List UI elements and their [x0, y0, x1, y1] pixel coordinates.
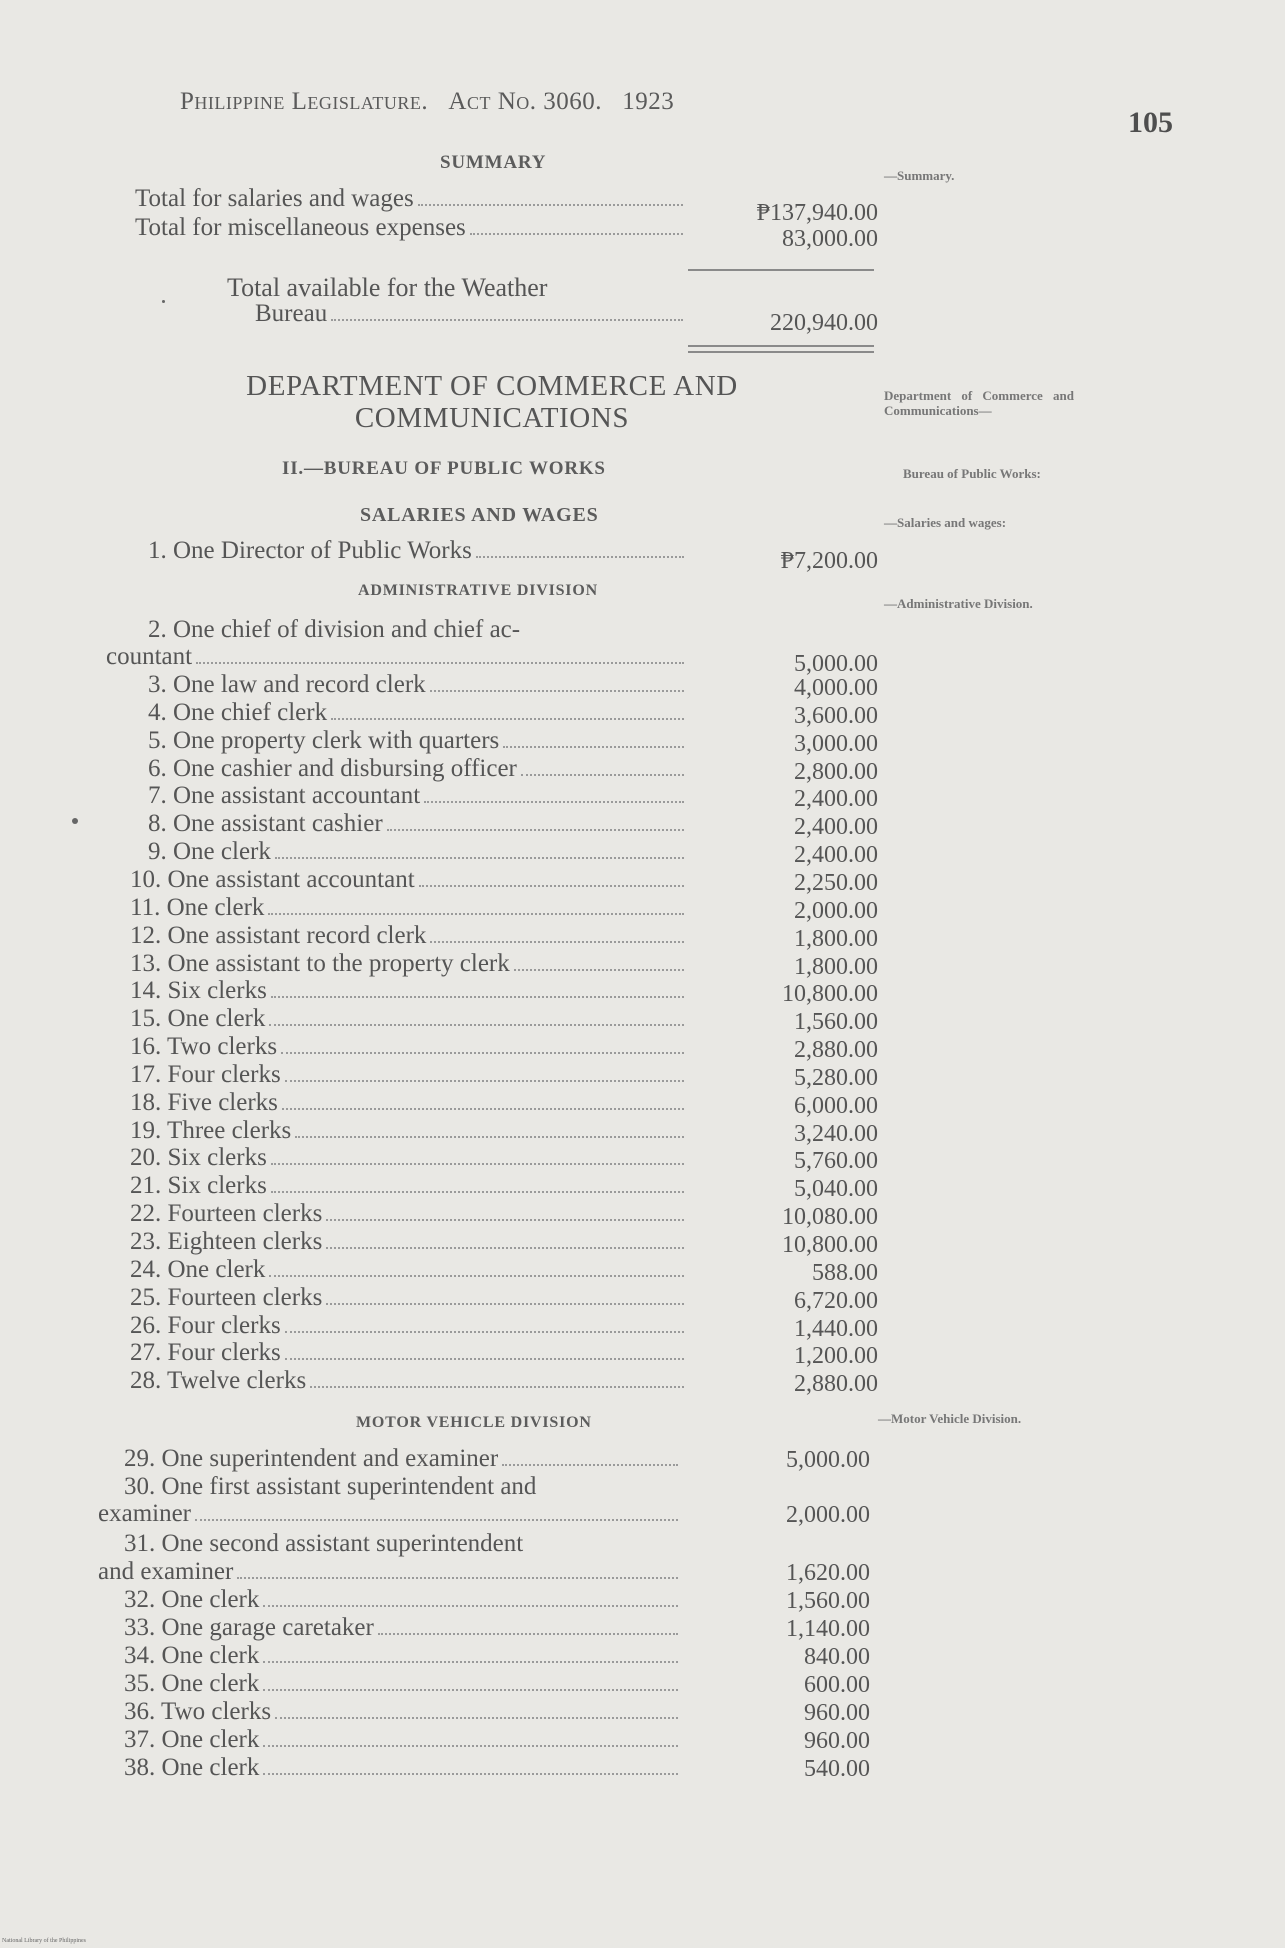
- list-item-label: 21. Six clerks: [130, 1172, 267, 1200]
- list-item: [130, 1172, 688, 1200]
- leader-dots: [285, 1331, 684, 1333]
- list-item: [130, 1312, 688, 1340]
- list-item: [98, 1500, 682, 1528]
- leader-dots: [271, 1163, 684, 1165]
- list-item-amount: 588.00: [812, 1259, 878, 1286]
- list-item-amount: 1,560.00: [786, 1588, 870, 1614]
- list-item-label: 24. One clerk: [130, 1255, 266, 1283]
- leader-dots: [195, 1519, 678, 1521]
- list-item-amount: 1,200.00: [794, 1343, 878, 1370]
- list-item-label: 14. Six clerks: [130, 977, 267, 1005]
- list-item-label: 22. Fourteen clerks: [130, 1200, 323, 1228]
- leader-dots: [326, 1219, 684, 1221]
- leader-dots: [310, 1386, 684, 1388]
- list-item-amount: 840.00: [804, 1644, 870, 1670]
- list-item: [148, 782, 688, 810]
- page-number: 105: [1128, 106, 1173, 139]
- list-item-amount: 2,000.00: [794, 897, 878, 924]
- list-item-label: 36. Two clerks: [124, 1698, 272, 1725]
- list-item-amount: 10,800.00: [782, 1232, 878, 1258]
- list-item: [130, 1367, 688, 1395]
- list-item-amount: 10,080.00: [782, 1204, 878, 1231]
- department-title-line2: COMMUNICATIONS: [354, 402, 630, 434]
- admin-division-heading: ADMINISTRATIVE DIVISION: [358, 582, 598, 599]
- list-item-amount: 2,800.00: [794, 758, 878, 785]
- list-item: [130, 1033, 688, 1061]
- list-item-label: 16. Two clerks: [130, 1033, 278, 1061]
- list-item-amount: 1,560.00: [794, 1009, 878, 1036]
- list-item-label: 33. One garage caretaker: [124, 1614, 374, 1641]
- list-item: [124, 1698, 682, 1726]
- salaries-heading: SALARIES AND WAGES: [360, 504, 599, 526]
- leader-dots: [263, 1773, 678, 1775]
- list-item-label: 6. One cashier and disbursing officer: [148, 754, 517, 782]
- leader-dots: [470, 233, 683, 235]
- list-item: [130, 894, 688, 922]
- list-item-label: 25. Fourteen clerks: [130, 1283, 323, 1311]
- leader-dots: [326, 1247, 684, 1249]
- summary-total-label-1: Total available for the Weather: [227, 273, 548, 302]
- motor-item-31-line1: [124, 1530, 682, 1558]
- list-item-label: 37. One clerk: [124, 1726, 260, 1753]
- speck: [72, 818, 78, 824]
- leader-dots: [281, 1052, 684, 1054]
- list-item-label: 9. One clerk: [148, 838, 271, 866]
- double-rule-bottom: [688, 351, 874, 353]
- margin-note-admin: —Administrative Division.: [884, 596, 1033, 611]
- list-item-label: 4. One chief clerk: [148, 698, 328, 726]
- list-item-amount: 5,000.00: [786, 1447, 870, 1473]
- list-item: [130, 1061, 688, 1089]
- double-rule-top: [688, 345, 874, 347]
- director-row: [148, 537, 688, 565]
- summary-misc-amount: 83,000.00: [782, 226, 878, 252]
- list-item-label: 3. One law and record clerk: [148, 671, 426, 698]
- list-item: [130, 977, 688, 1005]
- director-label: 1. One Director of Public Works: [148, 537, 472, 564]
- leader-dots: [271, 1191, 684, 1193]
- running-head-legislature: Philippine Legislature.: [180, 88, 429, 115]
- list-item: [130, 1256, 688, 1284]
- leader-dots: [285, 1358, 684, 1360]
- leader-dots: [263, 1605, 678, 1607]
- leader-dots: [476, 556, 684, 558]
- list-item: [106, 643, 688, 671]
- list-item-label: 8. One assistant cashier: [148, 810, 383, 838]
- list-item-amount: 2,880.00: [794, 1371, 878, 1398]
- running-head-year: 1923: [622, 88, 675, 115]
- list-item: [148, 755, 688, 783]
- leader-dots: [424, 801, 684, 803]
- list-item: [130, 922, 688, 950]
- summary-misc-row: [135, 214, 687, 242]
- list-item-label: 10. One assistant accountant: [130, 865, 415, 893]
- summary-total-label-2: Bureau: [255, 300, 328, 327]
- list-item-label: 26. Four clerks: [130, 1311, 281, 1339]
- running-head-act: Act No. 3060.: [448, 88, 603, 115]
- leader-dots: [196, 662, 684, 664]
- list-item: [130, 1339, 688, 1367]
- list-item: [148, 727, 688, 755]
- leader-dots: [430, 690, 684, 692]
- summary-misc-label: Total for miscellaneous expenses: [135, 214, 466, 241]
- list-item-label: 5. One property clerk with quarters: [148, 726, 500, 754]
- list-item-label: 31. One second assistant superintendent: [124, 1530, 524, 1557]
- list-item-label: 28. Twelve clerks: [130, 1367, 307, 1395]
- list-item-amount: 10,800.00: [782, 981, 878, 1008]
- list-item-amount: 6,000.00: [794, 1092, 878, 1119]
- leader-dots: [271, 996, 684, 998]
- leader-dots: [502, 1464, 678, 1466]
- margin-note-department: Department of Commerce and Communications—: [884, 388, 1074, 418]
- leader-dots: [285, 1080, 684, 1082]
- margin-note-summary: —Summary.: [884, 168, 955, 183]
- list-item-amount: 1,620.00: [786, 1560, 870, 1586]
- leader-dots: [430, 941, 684, 943]
- list-item: [148, 810, 688, 838]
- leader-dots: [378, 1633, 678, 1635]
- footer-credit: National Library of the Philippines: [2, 1938, 86, 1944]
- list-item-amount: 3,600.00: [794, 702, 878, 729]
- leader-dots: [263, 1689, 678, 1691]
- list-item: [148, 671, 688, 699]
- list-item: [148, 838, 688, 866]
- list-item-amount: 600.00: [804, 1672, 870, 1698]
- list-item-amount: 1,800.00: [794, 953, 878, 980]
- list-item: [130, 1117, 688, 1145]
- list-item-label: countant: [106, 643, 193, 670]
- summary-heading: SUMMARY: [440, 152, 547, 173]
- list-item-amount: 5,000.00: [794, 651, 878, 677]
- margin-note-motor: —Motor Vehicle Division.: [878, 1411, 1022, 1426]
- list-item: [130, 1228, 688, 1256]
- list-item-amount: 2,400.00: [794, 814, 878, 841]
- list-item-amount: 2,400.00: [794, 786, 878, 813]
- list-item: [124, 1586, 682, 1614]
- leader-dots: [418, 204, 683, 206]
- list-item-amount: 5,280.00: [794, 1064, 878, 1091]
- director-amount: ₱7,200.00: [780, 548, 878, 574]
- leader-dots: [275, 1717, 678, 1719]
- list-item-label: 27. Four clerks: [130, 1339, 281, 1367]
- margin-note-bureau: Bureau of Public Works:: [903, 466, 1041, 481]
- list-item-label: 13. One assistant to the property clerk: [130, 949, 510, 977]
- list-item-label: 12. One assistant record clerk: [130, 921, 427, 949]
- list-item: [130, 866, 688, 894]
- list-item: [130, 1089, 688, 1117]
- summary-salaries-amount: ₱137,940.00: [756, 200, 878, 226]
- leader-dots: [237, 1577, 678, 1579]
- list-item-amount: 2,400.00: [794, 842, 878, 869]
- leader-dots: [514, 969, 684, 971]
- list-item-label: 7. One assistant accountant: [148, 782, 421, 810]
- list-item: [124, 1614, 682, 1642]
- list-item: [124, 1670, 682, 1698]
- list-item-label: 34. One clerk: [124, 1642, 260, 1669]
- running-head: [180, 88, 674, 116]
- department-title-line1: DEPARTMENT OF COMMERCE AND: [246, 370, 738, 402]
- list-item-label: 30. One first assistant superintendent and: [124, 1473, 537, 1500]
- summary-total-line1: [227, 273, 687, 301]
- list-item-label: 23. Eighteen clerks: [130, 1228, 323, 1255]
- list-item: [130, 1005, 688, 1033]
- leader-dots: [282, 1108, 684, 1110]
- leader-dots: [263, 1745, 678, 1747]
- list-item-label: examiner: [98, 1500, 192, 1527]
- list-item: [130, 1200, 688, 1228]
- list-item-amount: 1,440.00: [794, 1315, 878, 1342]
- list-item: [130, 1144, 688, 1172]
- summary-salaries-label: Total for salaries and wages: [135, 185, 414, 212]
- list-item: [148, 699, 688, 727]
- list-item-label: 11. One clerk: [130, 893, 265, 921]
- list-item: [130, 950, 688, 978]
- leader-dots: [419, 885, 684, 887]
- list-item-amount: 6,720.00: [794, 1287, 878, 1314]
- list-item-label: 18. Five clerks: [130, 1088, 278, 1116]
- leader-dots: [263, 1661, 678, 1663]
- list-item-amount: 3,000.00: [794, 730, 878, 757]
- list-item-label: 38. One clerk: [124, 1754, 260, 1781]
- leader-dots: [295, 1136, 684, 1138]
- motor-division-heading: MOTOR VEHICLE DIVISION: [356, 1414, 592, 1431]
- speck: [162, 300, 165, 303]
- list-item-amount: 960.00: [804, 1700, 870, 1726]
- list-item-amount: 3,240.00: [794, 1120, 878, 1147]
- list-item-amount: 5,040.00: [794, 1176, 878, 1203]
- list-item-label: 15. One clerk: [130, 1005, 266, 1033]
- leader-dots: [387, 829, 684, 831]
- list-item-amount: 5,760.00: [794, 1148, 878, 1175]
- list-item: [130, 1284, 688, 1312]
- bureau-heading: II.—BUREAU OF PUBLIC WORKS: [282, 458, 606, 479]
- list-item-amount: 2,880.00: [794, 1037, 878, 1064]
- leader-dots: [269, 1024, 684, 1026]
- list-item-label: 2. One chief of division and chief ac-: [148, 616, 521, 643]
- leader-dots: [331, 718, 684, 720]
- list-item-label: 17. Four clerks: [130, 1060, 281, 1088]
- summary-total-line2: [255, 300, 687, 328]
- department-title: [222, 370, 762, 434]
- list-item-label: 19. Three clerks: [130, 1116, 292, 1144]
- list-item-label: 29. One superintendent and examiner: [124, 1445, 499, 1472]
- list-item-amount: 2,250.00: [794, 869, 878, 896]
- leader-dots: [503, 746, 684, 748]
- list-item: [124, 1445, 682, 1473]
- list-item: [98, 1558, 682, 1586]
- list-item: [124, 1642, 682, 1670]
- motor-item-30-line1: [124, 1473, 682, 1501]
- list-item-amount: 4,000.00: [794, 675, 878, 701]
- list-item-label: 35. One clerk: [124, 1670, 260, 1697]
- admin-item-2-line1: [148, 616, 688, 644]
- summary-total-amount: 220,940.00: [770, 310, 878, 336]
- leader-dots: [269, 1275, 684, 1277]
- list-item-label: 32. One clerk: [124, 1586, 260, 1613]
- margin-note-salaries: —Salaries and wages:: [884, 515, 1007, 530]
- summary-salaries-row: [135, 185, 687, 213]
- list-item-amount: 1,140.00: [786, 1616, 870, 1642]
- list-item-label: 20. Six clerks: [130, 1144, 267, 1172]
- leader-dots: [326, 1303, 684, 1305]
- leader-dots: [521, 774, 684, 776]
- leader-dots: [268, 913, 684, 915]
- summary-rule: [688, 269, 874, 271]
- leader-dots: [275, 857, 684, 859]
- list-item-amount: 540.00: [804, 1756, 870, 1782]
- list-item-amount: 960.00: [804, 1728, 870, 1754]
- list-item-amount: 1,800.00: [794, 925, 878, 952]
- list-item-amount: 2,000.00: [786, 1502, 870, 1528]
- leader-dots: [331, 319, 683, 321]
- list-item: [124, 1754, 682, 1782]
- list-item: [124, 1726, 682, 1754]
- list-item-label: and examiner: [98, 1558, 234, 1585]
